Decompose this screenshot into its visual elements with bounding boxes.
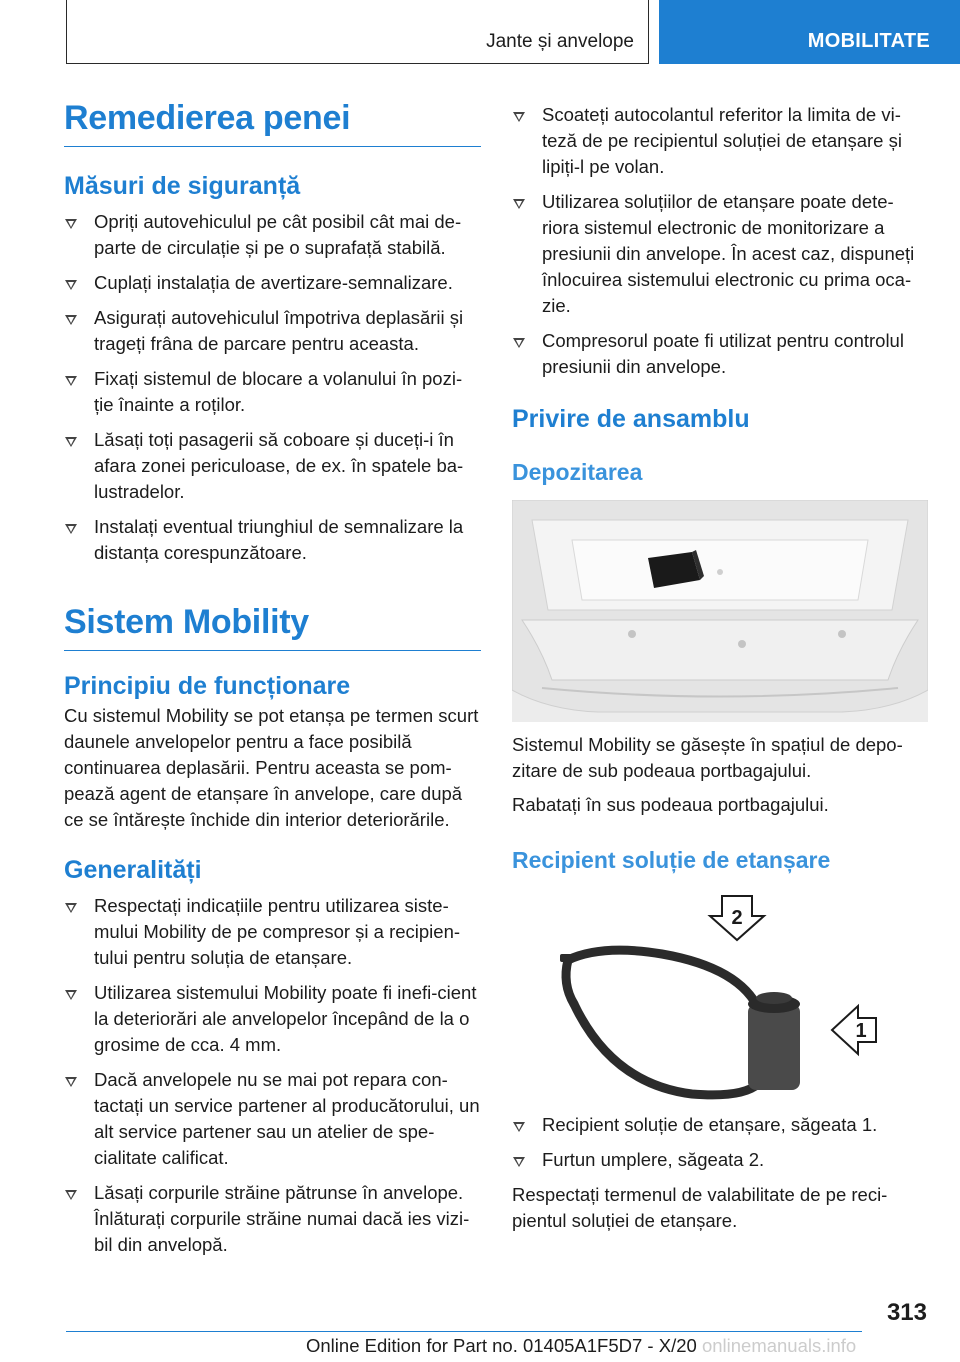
heading-storage: Depozitarea <box>512 459 643 485</box>
svg-text:2: 2 <box>731 907 743 929</box>
list-item: Scoateți autocolantul referitor la limita de vi-teză de pe recipientul soluției de etanșare și lipiți-l pe volan. <box>512 102 929 180</box>
list-item: Asigurați autovehiculul împotriva deplasării și trageți frâna de parcare pentru aceasta. <box>64 305 481 357</box>
bullet-triangle-icon <box>65 315 77 325</box>
trunk-storage-illustration <box>512 500 928 722</box>
expiry-paragraph: Respectați termenul de valabilitate de pe reci-pientul soluției de etanșare. <box>512 1184 888 1231</box>
list-item: Opriți autovehiculul pe cât posibil cât mai de-parte de circulație și pe o suprafață stabilă. <box>64 209 481 261</box>
list-item: Cuplați instalația de avertizare-semnalizare. <box>64 270 481 296</box>
heading-general: Generalități <box>64 856 202 884</box>
list-item: Fixați sistemul de blocare a volanului în pozi-ție înainte a roților. <box>64 366 481 418</box>
footer-divider <box>66 1331 862 1332</box>
footer-watermark: onlinemanuals.info <box>701 1335 857 1356</box>
bullet-triangle-icon <box>65 524 77 534</box>
bullet-triangle-icon <box>513 1122 525 1132</box>
bullet-triangle-icon <box>65 903 77 913</box>
heading-puncture-repair: Remedierea penei <box>64 98 481 147</box>
chapter-title: MOBILITATE <box>807 30 930 52</box>
sealant-container-illustration <box>512 884 928 1104</box>
right-column <box>512 98 929 1234</box>
bullet-triangle-icon <box>65 376 77 386</box>
general-list <box>64 893 481 1258</box>
bullet-triangle-icon <box>65 219 77 229</box>
heading-safety-measures: Măsuri de siguranță <box>64 172 301 200</box>
heading-mobility-system: Sistem Mobility <box>64 602 481 651</box>
storage-paragraph: Sistemul Mobility se găsește în spațiul de depo-zitare de sub podeaua portbagajului. <box>512 734 903 781</box>
arrow-2-icon <box>710 896 764 940</box>
bullet-triangle-icon <box>65 437 77 447</box>
bullet-triangle-icon <box>65 1190 77 1200</box>
bullet-triangle-icon <box>65 280 77 290</box>
principle-paragraph: Cu sistemul Mobility se pot etanșa pe termen scurt daunele anvelopelor pentru a face posibilă continuarea deplasării. Pentru aceasta se pom-pează agent de etanșare în anvelope, care după ce se întărește închide din interior deteriorările. <box>64 705 479 830</box>
storage-instruction: Rabatați în sus podeaua portbagajului. <box>512 794 829 815</box>
footer-edition <box>306 1335 856 1357</box>
heading-operating-principle: Principiu de funcționare <box>64 672 351 700</box>
bullet-triangle-icon <box>513 112 525 122</box>
footer-edition-text: Online Edition for Part no. 01405A1F5D7 - X/20 <box>306 1335 697 1356</box>
arrow-1-icon <box>832 1006 876 1054</box>
list-item: Utilizarea sistemului Mobility poate fi inefi-cient la deteriorări ale anvelopelor începând de la o grosime de cca. 4 mm. <box>64 980 481 1058</box>
list-item: Instalați eventual triunghiul de semnalizare la distanța corespunzătoare. <box>64 514 481 566</box>
section-title: Jante și anvelope <box>486 31 634 52</box>
bullet-triangle-icon <box>65 1077 77 1087</box>
bullet-triangle-icon <box>513 338 525 348</box>
compressor-notes-list <box>512 102 929 380</box>
running-header-section <box>66 0 649 64</box>
list-item: Recipient soluție de etanșare, săgeata 1. <box>512 1112 929 1138</box>
page-number: 313 <box>886 1299 927 1326</box>
heading-sealant-container: Recipient soluție de etanșare <box>512 847 831 873</box>
list-item: Compresorul poate fi utilizat pentru controlul presiunii din anvelope. <box>512 328 929 380</box>
list-item: Utilizarea soluțiilor de etanșare poate dete-riora sistemul electronic de monitorizare a presiunii din anvelope. În acest caz, dispuneți înlocuirea sistemului electronic cu prima oca-zie. <box>512 189 929 319</box>
container-legend-list <box>512 1112 929 1173</box>
list-item: Lăsați corpurile străine pătrunse în anvelope. Înlăturați corpurile străine numai dacă ies vizi-bil din anvelopă. <box>64 1180 481 1258</box>
list-item: Lăsați toți pasagerii să coboare și duceți-i în afara zonei periculoase, de ex. în spatele ba-lustradelor. <box>64 427 481 505</box>
list-item: Respectați indicațiile pentru utilizarea siste-mului Mobility de pe compresor și a recipien-tului pentru soluția de etanșare. <box>64 893 481 971</box>
sealant-bottle <box>748 992 800 1090</box>
bullet-triangle-icon <box>513 199 525 209</box>
bullet-triangle-icon <box>65 990 77 1000</box>
list-item: Dacă anvelopele nu se mai pot repara con-tactați un service partener al producătorului, un alt service partener sau un atelier de spe-cialitate calificat. <box>64 1067 481 1171</box>
chapter-tab <box>659 0 960 64</box>
svg-text:1: 1 <box>855 1020 867 1042</box>
safety-list <box>64 209 481 566</box>
left-column <box>64 98 481 1267</box>
heading-overview: Privire de ansamblu <box>512 405 750 433</box>
bullet-triangle-icon <box>513 1157 525 1167</box>
list-item: Furtun umplere, săgeata 2. <box>512 1147 929 1173</box>
